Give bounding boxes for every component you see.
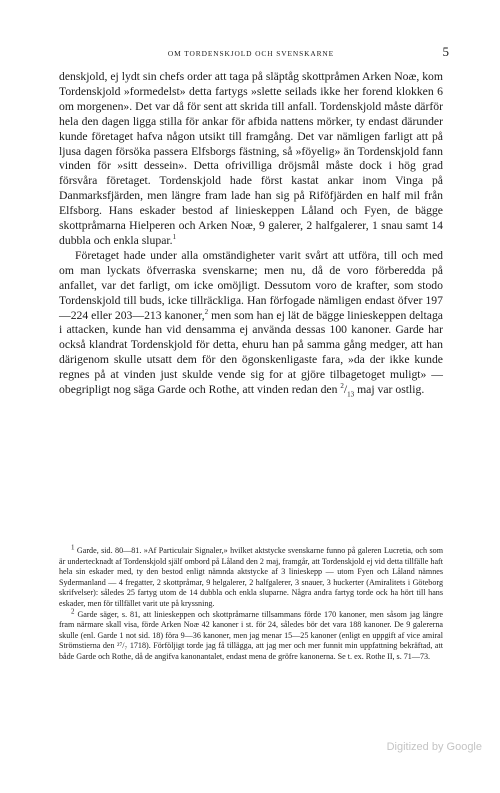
page-number: 5 — [442, 44, 449, 59]
footnote-reference: 2 — [204, 307, 209, 316]
paragraph-text: maj var ostlig. — [354, 383, 425, 397]
running-title: OM TORDENSKJOLD OCH SVENSKARNE — [167, 49, 335, 58]
date-denominator: 13 — [347, 390, 355, 399]
footnote-text: Garde säger, s. 81, att linieskeppen och skottpråmarne tillsammans förde 170 kanoner, men såsom jag längre fram närmare skall visa, förde Arken Noæ 42 kanoner i st. för 24, således bör det vara 188 kanoner. De 9 galererna skulle (enl. Garde 1 not sid. 18) föra 9—36 kanoner, men jag menar 15—25 kanoner (enligt en uppgift af vice amiral Strömstierna den ²⁷/₇ 1718). Förföljigt torde jag få tillägga, att jag mer och mer funnit min uppfattning bekräftad, att både Garde och Rothe, då de angifva kanonantalet, endast mena de gröfre kanonerna. Se t. ex. Rothe II, s. 71—73. — [59, 609, 443, 661]
footnote-text: Garde, sid. 80—81. »Af Particulair Signaler,» hvilket aktstycke svenskarne funno på galeren Lucretia, och som är undertecknadt af Tordenskjold själf ombord på Låland den 2 maj, framgår, att Tordenskjold ej vid detta tillfälle haft hela sin eskader med, ty den bestod enligt nämnda aktstycke af 3 linieskepp — utom Fyen och Låland nämnes Sydermanland — 4 fregatter, 2 skottpråmar, 9 helgalerer, 2 halfgalerer, 3 snauer, 3 huckerter (Amiralitets i Göteborg skrifvelser): således 25 fartyg utom de 14 dubbla och enkla sluparne. Några andra fartyg torde ock ha hört till hans eskader, men för tillfället varit ute på kryssning. — [59, 546, 443, 608]
footnote-mark: 1 — [71, 543, 75, 552]
footnotes — [59, 543, 443, 663]
paragraph-text: denskjold, ej lydt sin chefs order att taga på släptåg skottpråmen Arken Noæ, kom Tordenskjold »formedelst» detta fartygs »slette seilads ikke her forend klokken 6 om morgenen». Det var då för sent att skrida till anfall. Tordenskjold måste därför hela den dagen ligga stilla för ankar för afbida nattens mörker, ty endast därunder kunde företaget hafva någon utsikt till framgång. Det var nämligen farligt att på ljusa dagen försöka passera Elfsborgs fästning, så »föyelig» än Tordenskjold fann vinden för »sitt dessein». Detta ofrivilliga dröjsmål måste dock i hög grad försvåra företaget. Tordenskjold hade först kastat ankar inom Vinga på Danmarksfjärden, men längre fram lade han sig på Riföfjärden en half mil från Elfsborg. Hans eskader bestod af linieskeppen Låland och Fyen, de bägge skottpråmarna Hielperen och Arken Noæ, 9 galerer, 2 halfgalerer, 1 snau samt 14 dubbla och enkla slupar. — [59, 70, 443, 247]
digitization-watermark: Digitized by Google — [386, 741, 482, 753]
paragraph — [59, 70, 443, 249]
footnote-reference: 1 — [172, 233, 177, 242]
paragraph-text: Företaget hade under alla omständigheter varit svårt att utföra, till och med om man lyckats öfverraska svenskarne; men nu, då de voro förberedda på anfallet, var det farligt, om icke omöjligt. Dessutom voro de krafter, som stodo Tordenskjold till buds, icke tillräckliga. Han förfogade nämligen endast öfver 197—224 eller 203—213 kanoner, — [59, 248, 443, 322]
paragraph-text: men som han ej lät de bägge linieskeppen deltaga i attacken, kunde han vid densamma ej använda dessas 100 kanoner. Garde har också klandrat Tordenskjold för detta, ehuru han på samma gång medger, att han därigenom skulle utsatt dem för den ögonskenligaste fara, »da der ikke kunde regnes på at vinden just skulde vende sig for at gjöre tilbagetoget muligt» — obegripligt nog säga Garde och Rothe, att vinden redan den — [59, 308, 443, 397]
paragraph: Företaget hade under alla omständigheter varit svårt att utföra, till och med om man lyckats öfverraska svenskarne; men nu, då de voro förberedda på anfallet, var det farligt, om icke omöjligt. Dessutom voro de krafter, som stodo Tordenskjold till buds, icke tillräckliga. Han förfogade nämligen endast öfver 197—224 eller 203—213 kanoner,$^2$ men som han ej lät de bägge linieskeppen deltaga i attacken, kunde han vid densamma ej använda dessas 100 kanoner. Garde har också klandrat Tordenskjold för detta, ehuru han på samma gång medger, att han därigenom skulle utsatt dem för den ögonskenligaste fara, »da der ikke kunde regnes på at vinden just skulde vende sig for at gjöre tilbagetoget muligt» — obegripligt nog säga Garde och Rothe, att vinden redan den $^2/_{13}$ maj var ostlig. — [59, 248, 443, 399]
footnote — [59, 606, 443, 663]
footnote — [59, 543, 443, 610]
footnote-mark: 2 — [71, 606, 75, 615]
date-numerator: 2 — [340, 382, 344, 391]
main-text — [59, 70, 443, 398]
